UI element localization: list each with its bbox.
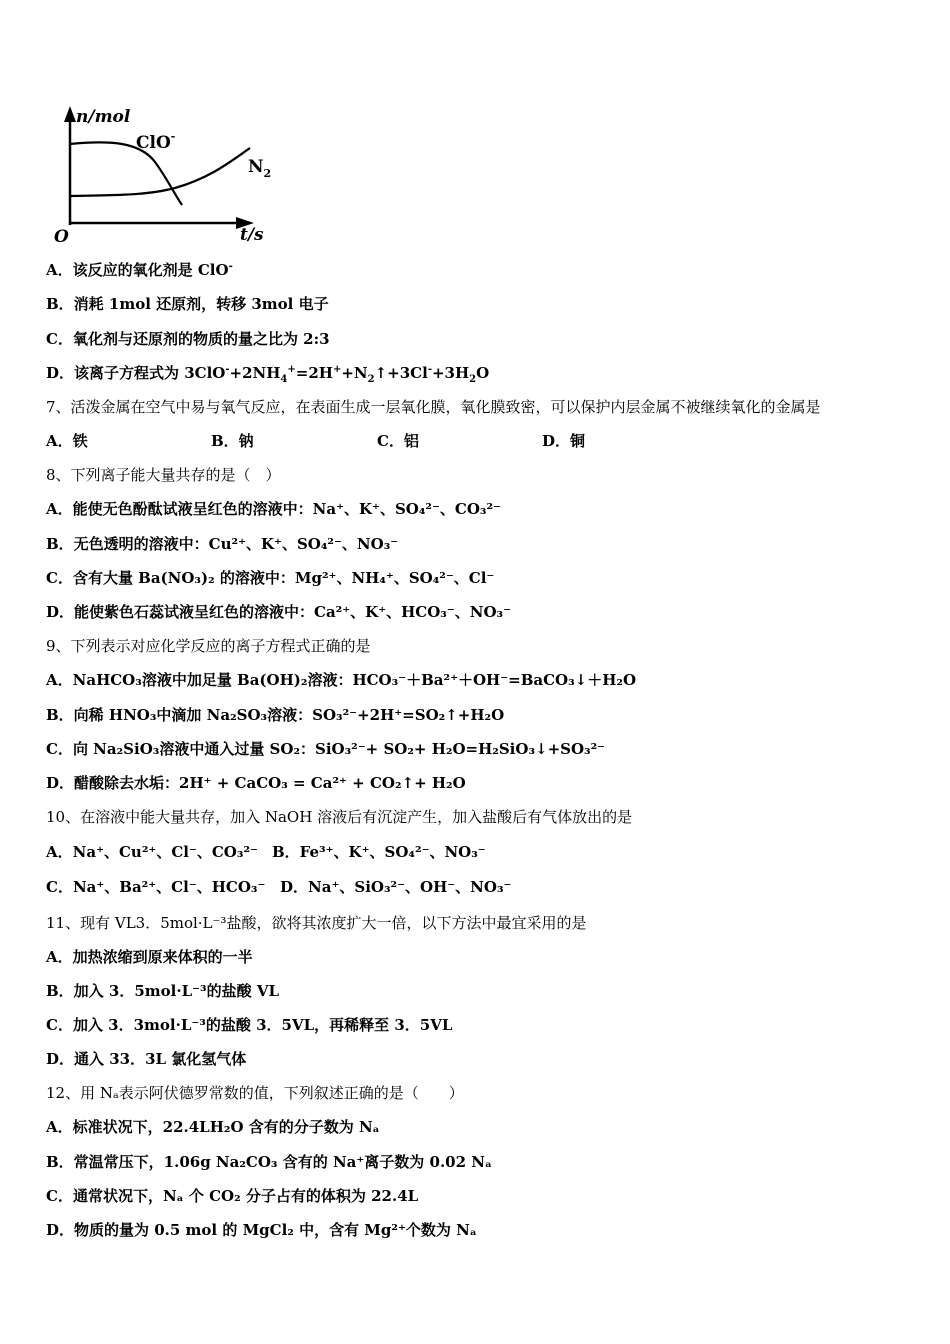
q11-option-d: D．通入 33．3L 氯化氢气体 — [46, 1050, 247, 1068]
q8-option-a: A．能使无色酚酞试液呈红色的溶液中：Na⁺、K⁺、SO₄²⁻、CO₃²⁻ — [46, 500, 501, 518]
q8-option-b: B．无色透明的溶液中：Cu²⁺、K⁺、SO₄²⁻、NO₃⁻ — [46, 535, 399, 553]
q9-option-a: A．NaHCO₃溶液中加足量 Ba(OH)₂溶液：HCO₃⁻＋Ba²⁺＋OH⁻=BaCO₃↓＋H₂O — [46, 671, 637, 689]
q10-option-d: D．Na⁺、SiO₃²⁻、OH⁻、NO₃⁻ — [280, 878, 512, 896]
q6-option-c: C．氧化剂与还原剂的物质的量之比为 2:3 — [46, 330, 330, 348]
q6-option-d: D．该离子方程式为 $3ClO^-+2NH_4^+=2H^++N_2↑+3Cl^-+3H_2O$ — [46, 364, 490, 385]
q12-stem: 12、用 Nₐ表示阿伏德罗常数的值，下列叙述正确的是（ ） — [46, 1084, 464, 1102]
q12-option-a: A．标准状况下，22.4LH₂O 含有的分子数为 Nₐ — [46, 1118, 380, 1136]
q10-stem: 10、在溶液中能大量共存，加入 NaOH 溶液后有沉淀产生，加入盐酸后有气体放出的是 — [46, 808, 633, 826]
q9-option-b: B．向稀 HNO₃中滴加 Na₂SO₃溶液：SO₃²⁻+2H⁺=SO₂↑+H₂O — [46, 706, 505, 724]
q7-option-a: A．铁 — [46, 432, 88, 450]
q10-option-b: B．Fe³⁺、K⁺、SO₄²⁻、NO₃⁻ — [272, 843, 486, 861]
origin-label: O — [54, 227, 69, 247]
q11-stem: 11、现有 VL3．5mol·L⁻³盐酸，欲将其浓度扩大一倍，以下方法中最宜采用的是 — [46, 914, 587, 932]
y-axis-arrow — [64, 106, 76, 122]
y-axis-label: n/mol — [76, 107, 131, 127]
q9-option-c: C．向 Na₂SiO₃溶液中通入过量 SO₂：SiO₃²⁻+ SO₂+ H₂O=H₂SiO₃↓+SO₃²⁻ — [46, 740, 606, 758]
curve-n2 — [70, 148, 250, 196]
q11-option-a: A．加热浓缩到原来体积的一半 — [46, 948, 253, 966]
q7-option-b: B．钠 — [211, 432, 254, 450]
q8-stem: 8、下列离子能大量共存的是（ ） — [46, 466, 281, 484]
q7-stem: 7、活泼金属在空气中易与氧气反应，在表面生成一层氧化膜，氧化膜致密，可以保护内层金属不被继续氧化的金属是 — [46, 398, 821, 416]
q10-option-a: A．Na⁺、Cu²⁺、Cl⁻、CO₃²⁻ — [46, 843, 258, 861]
q7-option-d: D．铜 — [542, 432, 586, 450]
q7-option-c: C．铝 — [377, 432, 419, 450]
n2-label: $N_2$ — [248, 157, 272, 180]
q8-option-c: C．含有大量 Ba(NO₃)₂ 的溶液中：Mg²⁺、NH₄⁺、SO₄²⁻、Cl⁻ — [46, 569, 495, 587]
q12-option-b: B．常温常压下，1.06g Na₂CO₃ 含有的 Na⁺离子数为 0.02 Nₐ — [46, 1153, 492, 1171]
reaction-graph — [50, 100, 280, 250]
q6-option-b: B．消耗 1mol 还原剂，转移 3mol 电子 — [46, 295, 329, 313]
q6-option-a: A．该反应的氧化剂是 ClO- — [46, 261, 233, 279]
q11-option-c: C．加入 3．3mol·L⁻³的盐酸 3．5VL，再稀释至 3．5VL — [46, 1016, 453, 1034]
clo-label: ClO- — [136, 130, 176, 153]
q11-option-b: B．加入 3．5mol·L⁻³的盐酸 VL — [46, 982, 280, 1000]
q10-option-c: C．Na⁺、Ba²⁺、Cl⁻、HCO₃⁻ — [46, 878, 266, 896]
q12-option-d: D．物质的量为 0.5 mol 的 MgCl₂ 中，含有 Mg²⁺个数为 Nₐ — [46, 1221, 477, 1239]
q9-option-d: D．醋酸除去水垢：2H⁺ + CaCO₃ = Ca²⁺ + CO₂↑+ H₂O — [46, 774, 466, 792]
x-axis-label: t/s — [240, 225, 264, 245]
q8-option-d: D．能使紫色石蕊试液呈红色的溶液中：Ca²⁺、K⁺、HCO₃⁻、NO₃⁻ — [46, 603, 512, 621]
q9-stem: 9、下列表示对应化学反应的离子方程式正确的是 — [46, 637, 371, 655]
q12-option-c: C．通常状况下，Nₐ 个 CO₂ 分子占有的体积为 22.4L — [46, 1187, 419, 1205]
